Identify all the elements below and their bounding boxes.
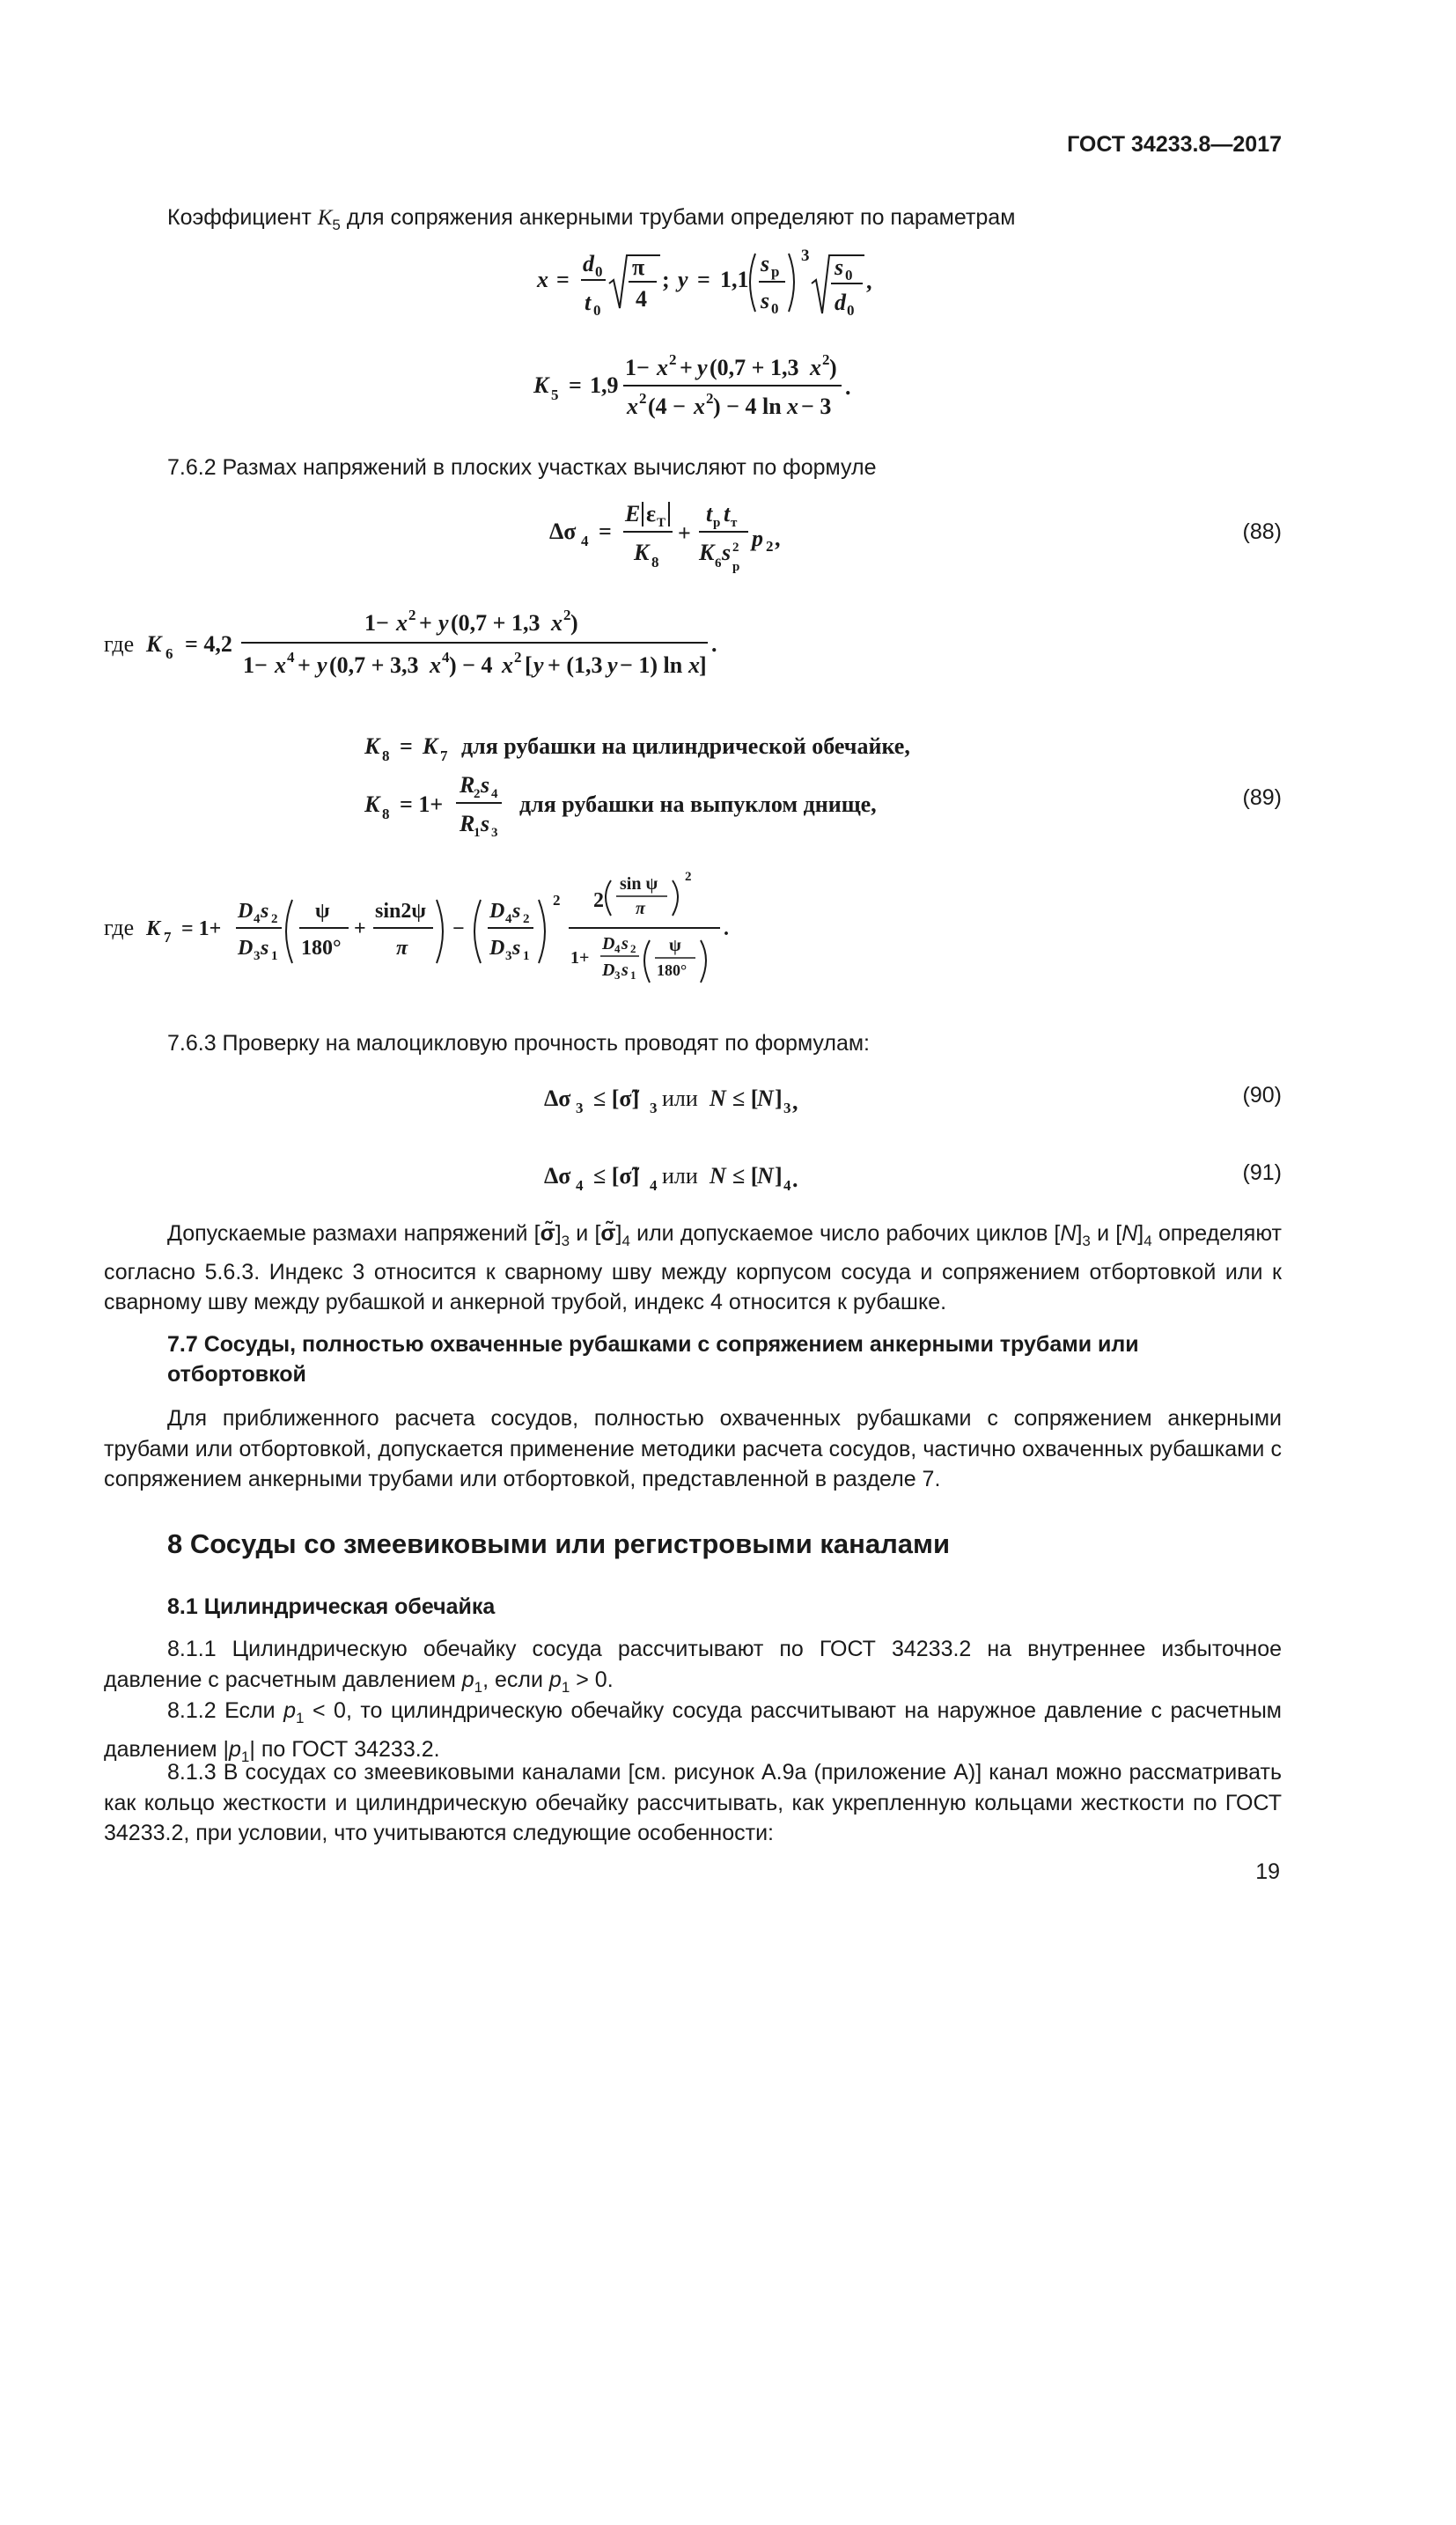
svg-text:4: 4 (614, 942, 621, 955)
svg-text:D: D (489, 900, 505, 923)
svg-text:x: x (694, 394, 705, 419)
svg-text:+: + (678, 520, 691, 546)
svg-text:т: т (731, 516, 738, 530)
svg-text:K: K (533, 372, 549, 398)
svg-text:s: s (621, 961, 629, 980)
svg-text:=: = (599, 519, 612, 544)
svg-text:Δσ: Δσ (549, 519, 577, 544)
svg-text:8: 8 (382, 747, 390, 764)
heading-8-1: 8.1 Цилиндрическая обечайка (167, 1594, 496, 1619)
svg-text:N: N (757, 1086, 774, 1111)
svg-text:K: K (146, 917, 161, 940)
formula-k8a (364, 727, 998, 770)
svg-text:3: 3 (576, 1100, 584, 1116)
svg-text:≤ [: ≤ [ (732, 1163, 759, 1189)
svg-text:2: 2 (669, 351, 677, 368)
svg-text:1,1: 1,1 (720, 267, 749, 292)
svg-text:или: или (662, 1163, 698, 1189)
svg-text:+: + (419, 610, 432, 636)
svg-text:3: 3 (650, 1100, 658, 1116)
formula-k8a-graphic (364, 727, 998, 766)
svg-text:1−: 1− (625, 355, 650, 380)
svg-text:s: s (481, 811, 490, 836)
para-8-1-3: 8.1.3 В сосудах со змеевиковыми каналами [см. рисунок А.9а (приложение А)] канал можно рассматривать как кольцо жесткости и цилиндрическую обечайку рассчитывать, как укрепленную кольцами жесткости по ГОСТ 34233.2, при условии, что учитываются следующие особенности: (104, 1760, 1282, 1845)
svg-text:(0,7 + 1,3: (0,7 + 1,3 (451, 610, 540, 636)
svg-text:.: . (711, 631, 717, 657)
svg-text:ε: ε (646, 501, 657, 526)
svg-text:y: y (697, 355, 708, 380)
svg-text:) − 4: ) − 4 (449, 652, 493, 678)
svg-text:2: 2 (553, 892, 561, 909)
svg-text:s: s (835, 254, 844, 280)
svg-text:3: 3 (254, 949, 261, 963)
svg-text:4: 4 (581, 533, 589, 549)
svg-text:R: R (460, 772, 475, 798)
svg-text:y: y (317, 652, 327, 678)
para-8-1-1: 8.1.1 Цилиндрическую обечайку сосуда рассчитывают по ГОСТ 34233.2 на внутреннее избыточное давление с расчетным давлением $p_1$, если $p_1 > 0$. (104, 1637, 1282, 1696)
svg-text:x: x (627, 394, 638, 419)
svg-text:7: 7 (164, 929, 172, 946)
svg-text:s: s (761, 251, 770, 276)
svg-text:D: D (602, 934, 615, 953)
svg-text:3: 3 (505, 949, 512, 963)
page-number: 19 (1255, 1859, 1280, 1884)
svg-text:s: s (261, 937, 269, 960)
svg-text:4: 4 (576, 1177, 584, 1194)
svg-text:− 1) ln: − 1) ln (620, 652, 683, 678)
svg-text:=: = (556, 267, 570, 292)
svg-text:x: x (275, 652, 286, 678)
svg-text:.: . (845, 374, 851, 400)
svg-text:K: K (699, 540, 715, 565)
svg-text:s: s (261, 900, 269, 923)
svg-text:2: 2 (514, 649, 522, 666)
para-762: 7.6.2 Размах напряжений в плоских участках вычисляют по формуле (167, 455, 877, 480)
formula-k8b-graphic (364, 768, 998, 847)
svg-text:x: x (657, 355, 668, 380)
svg-text:где: где (104, 631, 135, 657)
formula-88 (546, 490, 810, 582)
svg-text:p: p (713, 516, 721, 530)
svg-text:= 4,2: = 4,2 (185, 631, 232, 657)
formula-xy (528, 245, 880, 333)
svg-text:4: 4 (491, 787, 498, 801)
para-763: 7.6.3 Проверку на малоцикловую прочность проводят по формулам: (167, 1031, 870, 1056)
svg-text:x: x (396, 610, 408, 636)
svg-text:4: 4 (505, 912, 512, 926)
svg-text:2: 2 (563, 607, 571, 623)
svg-text:d: d (583, 251, 594, 276)
svg-text:3: 3 (801, 247, 810, 265)
svg-text:π: π (636, 899, 645, 918)
svg-text:d: d (835, 290, 846, 315)
svg-text:0: 0 (771, 300, 779, 317)
svg-text:p: p (732, 560, 740, 574)
svg-text:D: D (602, 961, 615, 980)
svg-text:2: 2 (523, 912, 530, 926)
svg-text:,: , (866, 269, 872, 294)
eq-number-90: (90) (1242, 1083, 1282, 1108)
svg-text:2: 2 (685, 870, 692, 884)
svg-text:1+: 1+ (570, 948, 590, 968)
para-8-1-2: 8.1.2 Если $p_1 < 0$, то цилиндрическую обечайку сосуда рассчитывают на наружное давление с расчетным давлением $|p_1|$ по ГОСТ 34233.2. (104, 1698, 1282, 1765)
formula-k6 (104, 599, 738, 691)
formula-k6-graphic (104, 599, 738, 687)
svg-text:1−: 1− (243, 652, 268, 678)
svg-text:x: x (537, 267, 548, 292)
svg-text:3: 3 (614, 968, 621, 982)
eq-number-88: (88) (1242, 519, 1282, 544)
svg-text:2: 2 (706, 390, 714, 407)
svg-text:x: x (551, 610, 563, 636)
svg-text:2: 2 (639, 390, 647, 407)
svg-text:s: s (512, 937, 521, 960)
svg-text:D: D (238, 937, 254, 960)
svg-text:6: 6 (715, 556, 722, 571)
svg-text:E: E (625, 501, 641, 526)
svg-text:N: N (710, 1086, 726, 1111)
svg-text:t: t (706, 501, 713, 526)
svg-text:2: 2 (593, 889, 604, 912)
svg-text:2: 2 (766, 538, 774, 555)
svg-text:5: 5 (551, 386, 559, 403)
svg-text:для рубашки на цилиндрической: для рубашки на цилиндрической обечайке, (461, 733, 910, 759)
svg-text:= 1+: = 1+ (181, 917, 222, 940)
svg-text:+ (1,3: + (1,3 (548, 652, 603, 678)
svg-text:(4 −: (4 − (648, 394, 686, 419)
svg-text:y: y (438, 610, 449, 636)
svg-text:0: 0 (847, 302, 855, 319)
eq-number-91: (91) (1242, 1160, 1282, 1185)
svg-text:=: = (697, 267, 710, 292)
svg-text:s: s (481, 772, 490, 798)
svg-text:sin2ψ: sin2ψ (375, 900, 426, 923)
svg-text:) − 4 ln: ) − 4 ln (713, 394, 782, 419)
svg-text:1: 1 (630, 968, 636, 982)
svg-text:где: где (104, 915, 135, 940)
svg-text:1,9: 1,9 (590, 372, 619, 398)
svg-text:≤ [σ̃]: ≤ [σ̃] (593, 1163, 640, 1189)
svg-text:Δσ: Δσ (544, 1086, 571, 1111)
svg-text:0: 0 (593, 302, 601, 319)
svg-text:=: = (569, 372, 582, 398)
formula-k7 (104, 861, 755, 1006)
svg-text:K: K (423, 733, 438, 759)
svg-text:.: . (724, 917, 729, 940)
svg-text:1: 1 (271, 949, 278, 963)
svg-text:4: 4 (650, 1177, 658, 1194)
svg-text:N: N (710, 1163, 726, 1189)
svg-text:4: 4 (442, 649, 450, 666)
svg-text:ψ: ψ (669, 936, 681, 955)
svg-text:+: + (298, 652, 311, 678)
heading-7-7: 7.7 Сосуды, полностью охваченные рубашками с сопряжением анкерными трубами или отбортовкой (167, 1332, 1139, 1387)
svg-text:7: 7 (440, 747, 448, 764)
para-7-7: Для приближенного расчета сосудов, полностью охваченных рубашками с сопряжением анкерными трубами или отбортовкой, допускается применение методики расчета сосудов, частично охваченных рубашками с сопряжением анкерными трубами или отбортовкой, представленной в разделе 7. (104, 1406, 1282, 1491)
svg-text:2: 2 (630, 942, 636, 955)
svg-text:4: 4 (636, 286, 647, 312)
svg-text:2: 2 (408, 607, 416, 623)
svg-text:K: K (146, 631, 162, 657)
svg-text:[: [ (525, 652, 533, 678)
svg-text:s: s (722, 540, 732, 565)
svg-text:K: K (634, 540, 650, 565)
svg-text:T: T (657, 516, 666, 530)
svg-text:2: 2 (474, 787, 481, 801)
svg-text:180°: 180° (657, 961, 688, 979)
svg-text:2: 2 (271, 912, 278, 926)
formula-xy-graphic (528, 245, 880, 328)
svg-text:K: K (364, 733, 380, 759)
svg-text:x: x (810, 355, 821, 380)
svg-text:180°: 180° (301, 937, 342, 960)
svg-text:4: 4 (783, 1177, 791, 1194)
svg-text:π: π (396, 937, 408, 960)
svg-text:]: ] (775, 1163, 783, 1189)
svg-text:D: D (489, 937, 505, 960)
svg-text:x: x (430, 652, 441, 678)
svg-text:= 1+: = 1+ (400, 791, 444, 817)
svg-text:): ) (829, 355, 837, 380)
svg-text:t: t (585, 290, 592, 315)
svg-text:4: 4 (287, 649, 295, 666)
formula-88-graphic (546, 490, 810, 578)
svg-text:y: y (607, 652, 618, 678)
svg-text:p: p (771, 263, 780, 280)
svg-text:x: x (787, 394, 798, 419)
heading-8: 8 Сосуды со змеевиковыми или регистровыми каналами (167, 1528, 951, 1559)
svg-text:+: + (354, 917, 366, 940)
svg-text:1: 1 (474, 826, 481, 840)
svg-text:x: x (502, 652, 513, 678)
svg-text:3: 3 (783, 1100, 791, 1116)
svg-text:8: 8 (651, 554, 659, 571)
svg-text:]: ] (775, 1086, 783, 1111)
svg-text:1: 1 (523, 949, 530, 963)
svg-text:для рубашки на выпуклом днище,: для рубашки на выпуклом днище, (519, 791, 877, 817)
svg-text:6: 6 (165, 645, 173, 662)
svg-text:,: , (775, 526, 781, 551)
eq-number-89: (89) (1242, 785, 1282, 810)
formula-91 (540, 1153, 822, 1202)
svg-text:s: s (621, 934, 629, 953)
svg-text:s: s (761, 288, 770, 313)
svg-text:0: 0 (595, 263, 603, 280)
svg-text:8: 8 (382, 806, 390, 822)
svg-text:0: 0 (845, 267, 853, 283)
svg-text:,: , (792, 1089, 798, 1115)
formula-k7-graphic (104, 861, 755, 1002)
svg-text:4: 4 (254, 912, 261, 926)
svg-text:x: x (688, 652, 700, 678)
svg-text:D: D (238, 900, 254, 923)
svg-text:2: 2 (822, 351, 830, 368)
svg-text:π: π (632, 254, 645, 280)
svg-text:R: R (460, 811, 475, 836)
svg-text:ψ: ψ (315, 900, 330, 923)
svg-text:p: p (752, 526, 763, 551)
svg-text:N: N (757, 1163, 774, 1189)
svg-text:.: . (792, 1167, 798, 1192)
svg-text:+: + (680, 355, 693, 380)
svg-text:3: 3 (491, 826, 498, 840)
svg-text:): ) (570, 610, 578, 636)
formula-90 (540, 1076, 822, 1124)
formula-k8b (364, 768, 998, 851)
para-allowable: Допускаемые размахи напряжений $[\sigmã]_3$ и $[\sigmã]_4$ или допускаемое число рабочих циклов $[N]_3$ и $[N]_4$ определяют согласно 5.6.3. Индекс 3 относится к сварному шву между корпусом сосуда и сопряжением отбортовкой или к сварному шву между рубашкой и анкерной трубой, индекс 4 относится к рубашке. (104, 1221, 1282, 1314)
svg-text:или: или (662, 1086, 698, 1111)
svg-text:−: − (452, 917, 465, 940)
formula-k5-graphic (528, 345, 863, 424)
formula-91-graphic (540, 1153, 822, 1197)
svg-text:]: ] (699, 652, 707, 678)
svg-text:y: y (678, 267, 688, 292)
svg-text:(0,7 + 3,3: (0,7 + 3,3 (329, 652, 419, 678)
svg-text:≤ [σ̃]: ≤ [σ̃] (593, 1086, 640, 1111)
svg-text:y: y (533, 652, 544, 678)
svg-text:s: s (512, 900, 521, 923)
formula-k5 (528, 345, 863, 429)
para-k5: Коэффициент $K_5$ для сопряжения анкерными трубами определяют по параметрам (167, 205, 1016, 233)
svg-text:K: K (364, 791, 380, 817)
svg-text:Δσ: Δσ (544, 1163, 571, 1189)
svg-text:2: 2 (732, 541, 739, 555)
standard-header: ГОСТ 34233.8—2017 (1067, 132, 1282, 157)
svg-text:t: t (724, 501, 731, 526)
svg-text:1−: 1− (364, 610, 389, 636)
svg-text:≤ [: ≤ [ (732, 1086, 759, 1111)
svg-text:sin ψ: sin ψ (620, 874, 658, 894)
formula-90-graphic (540, 1076, 822, 1120)
svg-text:(0,7 + 1,3: (0,7 + 1,3 (710, 355, 799, 380)
svg-text:=: = (400, 733, 413, 759)
svg-text:− 3: − 3 (801, 394, 832, 419)
svg-text:;: ; (662, 267, 670, 292)
